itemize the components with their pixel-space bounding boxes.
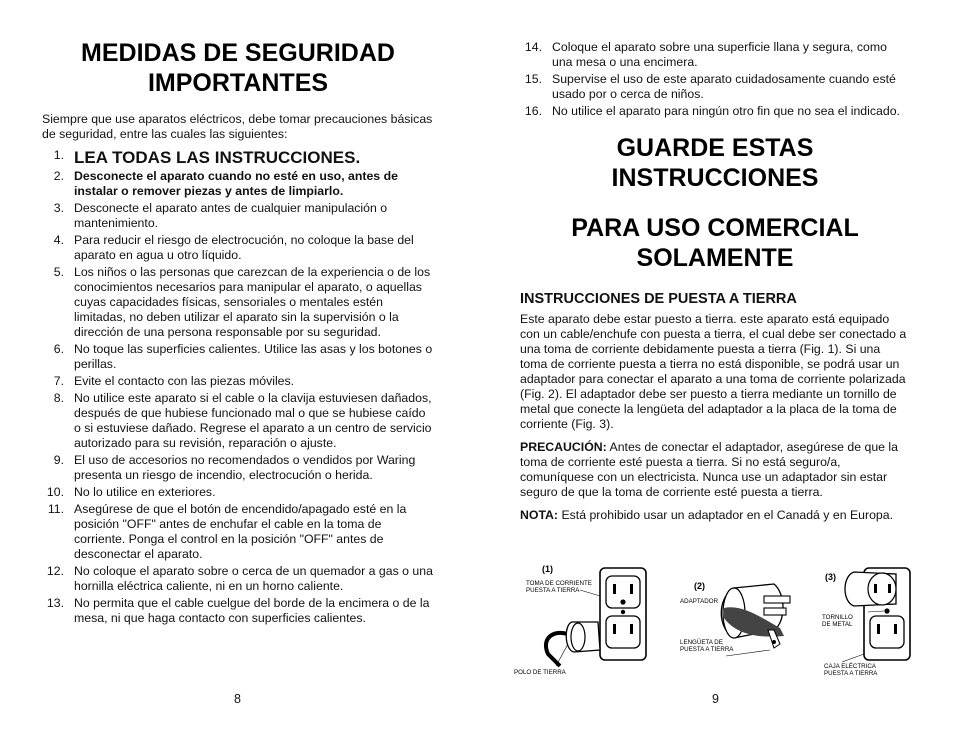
- safety-item-text: Para reducir el riesgo de electrocución, no coloque la base del aparato en agua u otro líquido.: [74, 233, 414, 262]
- safety-item-number: 9.: [53, 453, 64, 467]
- safety-item: [42, 169, 434, 199]
- fig3-screw-label-1: TORNILLO: [822, 614, 853, 621]
- safety-item: [42, 148, 434, 168]
- save-title-line2: INSTRUCCIONES: [611, 164, 819, 192]
- grounding-heading: INSTRUCCIONES DE PUESTA A TIERRA: [520, 291, 797, 307]
- right-page: [520, 0, 910, 523]
- fig3-screw-label-2: DE METAL: [822, 621, 853, 628]
- safety-item: [42, 564, 434, 594]
- safety-item-number: 16.: [524, 104, 542, 118]
- safety-item-number: 2.: [53, 169, 64, 183]
- fig1-outlet-label-2: PUESTA A TIERRA: [526, 587, 580, 594]
- safety-item-number: 5.: [53, 265, 64, 279]
- safety-item-number: 14.: [524, 40, 542, 54]
- safety-item: [520, 72, 910, 102]
- safety-item-text: Coloque el aparato sobre una superficie llana y segura, como una mesa o una encimera.: [552, 40, 887, 69]
- safety-item-text: Desconecte el aparato cuando no esté en uso, antes de instalar o remover piezas y antes de limpiarlo.: [74, 169, 398, 198]
- caution-label: PRECAUCIÓN:: [520, 440, 607, 454]
- safety-item-text: No utilice este aparato si el cable o la clavija estuviesen dañados, después de que hubiese funcionado mal o que se hubiese caído o si estuviese dañado. Regrese el aparato a un centro de servicio autorizado para su revisión, reparación o ajuste.: [74, 391, 432, 450]
- safety-item-text: Supervise el uso de este aparato cuidadosamente cuando esté usado por o cerca de niños.: [552, 72, 896, 101]
- figure-2: [680, 581, 790, 656]
- safety-item-number: 13.: [46, 596, 64, 610]
- page-number-right: 9: [712, 692, 719, 706]
- safety-item: [42, 502, 434, 562]
- safety-intro: Siempre que use aparatos eléctricos, debe tomar precauciones básicas de seguridad, entre las cuales las siguientes:: [42, 112, 433, 141]
- figure-3: [822, 568, 910, 677]
- fig1-outlet-label-1: TOMA DE CORRIENTE: [526, 580, 592, 587]
- safety-item: [42, 453, 434, 483]
- fig1-ground-pin-label: POLO DE TIERRA: [514, 669, 566, 676]
- safety-item: [42, 201, 434, 231]
- left-page: [42, 0, 434, 628]
- safety-item-number: 11.: [47, 502, 64, 516]
- safety-item-text: LEA TODAS LAS INSTRUCCIONES.: [74, 148, 361, 167]
- fig2-label: (2): [694, 581, 705, 591]
- safety-item-number: 8.: [53, 391, 64, 405]
- fig1-label: (1): [542, 564, 553, 574]
- safety-item-text: No toque las superficies calientes. Utilice las asas y los botones o perillas.: [74, 342, 433, 371]
- safety-item: [42, 233, 434, 263]
- fig3-box-label-1: CAJA ELÉCTRICA: [824, 663, 876, 670]
- safety-item: [42, 265, 434, 340]
- safety-item-text: Evite el contacto con las piezas móviles.: [74, 374, 295, 388]
- note-paragraph: [520, 508, 910, 523]
- safety-item-text: Asegúrese de que el botón de encendido/apagado esté en la posición "OFF" antes de enchufar el cable en la toma de corriente. Ponga el control en la posición "OFF" antes de desconectar el aparato.: [74, 502, 407, 561]
- commercial-title-line1: PARA USO COMERCIAL: [571, 214, 859, 242]
- safety-item-number: 3.: [53, 201, 64, 215]
- grounding-figures: [512, 558, 922, 683]
- note-text: Está prohibido usar un adaptador en el Canadá y en Europa.: [558, 508, 894, 522]
- safety-item-text: No utilice el aparato para ningún otro fin que no sea el indicado.: [552, 104, 900, 118]
- fig2-tab-label-1: LENGÜETA DE: [680, 639, 723, 646]
- safety-item-number: 1.: [53, 148, 64, 162]
- safety-title-line1: MEDIDAS DE SEGURIDAD: [81, 39, 395, 67]
- fig2-tab-label-2: PUESTA A TIERRA: [680, 646, 734, 653]
- safety-item: [42, 485, 434, 500]
- commercial-use-title: [520, 213, 910, 273]
- save-title-line1: GUARDE ESTAS: [616, 134, 814, 162]
- safety-list-continued: [520, 40, 910, 119]
- safety-item: [42, 374, 434, 389]
- safety-item-text: El uso de accesorios no recomendados o vendidos por Waring presenta un riesgo de incendio, electrocución o herida.: [74, 453, 416, 482]
- safety-list: [42, 148, 434, 626]
- safety-item: [42, 391, 434, 451]
- safety-item-text: Desconecte el aparato antes de cualquier manipulación o mantenimiento.: [74, 201, 388, 230]
- grounding-text: Este aparato debe estar puesto a tierra. este aparato está equipado con un cable/enchufe con puesta a tierra, el cual debe ser conectado a una toma de corriente debidamente puesta a tierra (Fig. 1). Si una toma de corriente puesta a tierra no está disponible, se podrá usar un adaptador para conectar el aparato a una toma de corriente polarizada (Fig. 2). El adaptador debe ser puesto a tierra mediante un tornillo de metal que conecte la lengüeta del adaptador a la placa de la toma de corriente (Fig. 3).: [520, 312, 907, 431]
- note-label: NOTA:: [520, 508, 559, 522]
- fig3-box-label-2: PUESTA A TIERRA: [824, 670, 878, 677]
- safety-item: [520, 40, 910, 70]
- safety-title: [42, 38, 434, 98]
- save-instructions-title: [520, 133, 910, 193]
- page-number-left: 8: [234, 692, 241, 706]
- caution-paragraph: [520, 440, 910, 500]
- safety-item-text: Los niños o las personas que carezcan de la experiencia o de los conocimientos necesarios para manipular el aparato, o aquellas cuyas capacidades físicas, sensoriales o mentales estén limitadas, no deben utilizar el aparato sin la supervisión o la dirección de una persona responsable por su seguridad.: [74, 265, 431, 339]
- caution-text: Antes de conectar el adaptador, asegúrese de que la toma de corriente esté puesta a tierra. Si no está seguro/a, comuníquese con un electricista. Nunca use un adaptador sin estar seguro de que la toma de corriente esté puesta a tierra.: [520, 440, 899, 499]
- safety-item-number: 6.: [53, 342, 64, 356]
- fig2-adapter-label: ADAPTADOR: [680, 598, 719, 605]
- safety-item-number: 15.: [524, 72, 542, 86]
- safety-item-text: No coloque el aparato sobre o cerca de un quemador a gas o una hornilla eléctrica caliente, ni en un horno caliente.: [74, 564, 433, 593]
- safety-item-number: 4.: [53, 233, 64, 247]
- safety-item-number: 12.: [46, 564, 64, 578]
- safety-item: [42, 342, 434, 372]
- safety-item-number: 10.: [46, 485, 64, 499]
- figure-1: [514, 564, 646, 676]
- fig3-label: (3): [825, 572, 836, 582]
- safety-item-text: No permita que el cable cuelgue del borde de la encimera o de la mesa, ni que haga contacto con superficies calientes.: [74, 596, 430, 625]
- safety-item-number: 7.: [53, 374, 64, 388]
- safety-item-text: No lo utilice en exteriores.: [74, 485, 216, 499]
- safety-item: [520, 104, 910, 119]
- safety-item: [42, 596, 434, 626]
- commercial-title-line2: SOLAMENTE: [636, 244, 794, 272]
- safety-title-line2: IMPORTANTES: [147, 69, 329, 97]
